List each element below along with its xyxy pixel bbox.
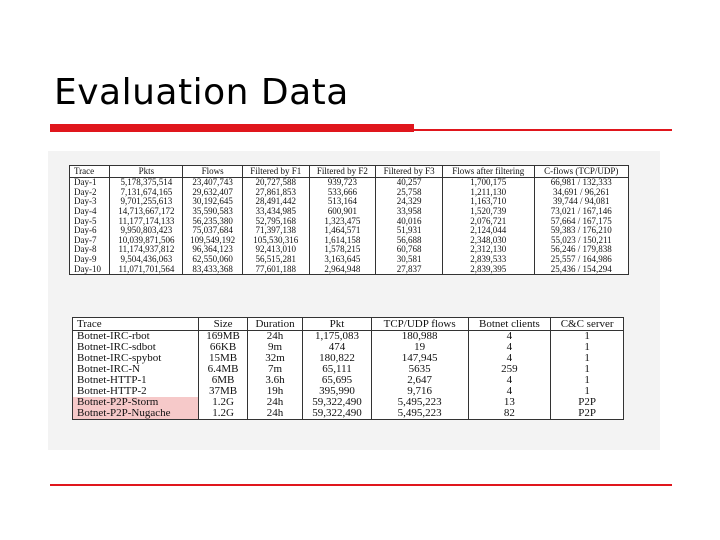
table-cell: 60,768: [376, 245, 443, 255]
column-header: Duration: [247, 318, 302, 331]
table-cell: 1,578,215: [309, 245, 376, 255]
table-cell: 92,413,010: [242, 245, 309, 255]
table-cell: Botnet-IRC-rbot: [73, 331, 199, 343]
table-cell: 5,495,223: [371, 397, 468, 408]
table-cell: 65,111: [303, 364, 371, 375]
table-cell: Botnet-IRC-sdbot: [73, 342, 199, 353]
table-cell: 30,581: [376, 255, 443, 265]
table-cell: 28,491,442: [242, 197, 309, 207]
table-cell: 4: [468, 375, 551, 386]
table-cell: 32m: [247, 353, 302, 364]
table-row: [70, 255, 629, 265]
table-cell: 1,175,083: [303, 331, 371, 343]
table-row: [73, 408, 624, 420]
table-cell: 2,124,044: [442, 226, 534, 236]
table-cell: 169MB: [199, 331, 248, 343]
daily-traces-table: [69, 165, 629, 275]
table-row: [70, 207, 629, 217]
table-cell: 24h: [247, 331, 302, 343]
table-cell: 4: [468, 353, 551, 364]
table-cell: 39,744 / 94,081: [534, 197, 628, 207]
table-cell: 4: [468, 342, 551, 353]
table-cell: Day-5: [70, 216, 110, 226]
table-cell: 147,945: [371, 353, 468, 364]
table-cell: 9,716: [371, 386, 468, 397]
table-cell: 51,931: [376, 226, 443, 236]
table-cell: 2,076,721: [442, 216, 534, 226]
column-header: C&C server: [551, 318, 624, 331]
column-header: TCP/UDP flows: [371, 318, 468, 331]
table-cell: 3.6h: [247, 375, 302, 386]
table-cell: Day-10: [70, 264, 110, 274]
table-cell: 7m: [247, 364, 302, 375]
table-cell: 15MB: [199, 353, 248, 364]
column-header: Pkt: [303, 318, 371, 331]
column-header: Trace: [70, 166, 110, 178]
table-cell: 59,322,490: [303, 397, 371, 408]
column-header: Flows after filtering: [442, 166, 534, 178]
botnet-traces-table: [72, 317, 624, 420]
table-cell: 27,837: [376, 264, 443, 274]
table-cell: 56,688: [376, 236, 443, 246]
table-cell: 23,407,743: [183, 178, 243, 188]
table-cell: 33,958: [376, 207, 443, 217]
table-cell: Day-8: [70, 245, 110, 255]
table-cell: 9m: [247, 342, 302, 353]
table-cell: 77,601,188: [242, 264, 309, 274]
table-cell: 24h: [247, 397, 302, 408]
title-underline-line: [414, 129, 672, 131]
table-cell: 11,174,937,812: [110, 245, 183, 255]
table-cell: P2P: [551, 408, 624, 420]
column-header: Size: [199, 318, 248, 331]
table-cell: 2,647: [371, 375, 468, 386]
table-cell: 75,037,684: [183, 226, 243, 236]
table-cell: 2,839,395: [442, 264, 534, 274]
table-cell: 56,235,380: [183, 216, 243, 226]
column-header: Pkts: [110, 166, 183, 178]
table-cell: 82: [468, 408, 551, 420]
table-cell: Botnet-P2P-Nugache: [73, 408, 199, 420]
table-cell: Day-1: [70, 178, 110, 188]
table-cell: 105,530,316: [242, 236, 309, 246]
table-cell: 1: [551, 353, 624, 364]
table-cell: 2,839,533: [442, 255, 534, 265]
table-cell: 1,323,475: [309, 216, 376, 226]
table-cell: 27,861,853: [242, 188, 309, 198]
table-cell: 30,192,645: [183, 197, 243, 207]
table-cell: Day-6: [70, 226, 110, 236]
table-cell: 10,039,871,506: [110, 236, 183, 246]
table-cell: 19h: [247, 386, 302, 397]
table-cell: Day-9: [70, 255, 110, 265]
table-cell: 33,434,985: [242, 207, 309, 217]
table-cell: 259: [468, 364, 551, 375]
table-cell: 11,071,701,564: [110, 264, 183, 274]
table-cell: 180,822: [303, 353, 371, 364]
table-cell: 6.4MB: [199, 364, 248, 375]
table-row: [70, 264, 629, 274]
table-cell: Day-4: [70, 207, 110, 217]
footer-rule: [50, 484, 672, 486]
table-cell: 25,758: [376, 188, 443, 198]
table-cell: 1,211,130: [442, 188, 534, 198]
table-cell: 5,495,223: [371, 408, 468, 420]
table-cell: 395,990: [303, 386, 371, 397]
table-cell: 14,713,667,172: [110, 207, 183, 217]
table-cell: Day-3: [70, 197, 110, 207]
table-cell: 1.2G: [199, 397, 248, 408]
table-cell: 96,364,123: [183, 245, 243, 255]
table-cell: 474: [303, 342, 371, 353]
table-header-row: [73, 318, 624, 331]
table-cell: 4: [468, 331, 551, 343]
table-cell: 25,557 / 164,986: [534, 255, 628, 265]
table-cell: 40,016: [376, 216, 443, 226]
table-cell: 3,163,645: [309, 255, 376, 265]
table-cell: 180,988: [371, 331, 468, 343]
table-cell: 2,312,130: [442, 245, 534, 255]
table-cell: 19: [371, 342, 468, 353]
table-cell: Day-2: [70, 188, 110, 198]
table-cell: 62,550,060: [183, 255, 243, 265]
table-cell: 1: [551, 364, 624, 375]
table-cell: 1,700,175: [442, 178, 534, 188]
table-cell: Day-7: [70, 236, 110, 246]
table-cell: 66KB: [199, 342, 248, 353]
table-header-row: [70, 166, 629, 178]
table-cell: 71,397,138: [242, 226, 309, 236]
table-cell: 29,632,407: [183, 188, 243, 198]
table-cell: Botnet-HTTP-2: [73, 386, 199, 397]
table-cell: Botnet-HTTP-1: [73, 375, 199, 386]
table-cell: Botnet-IRC-N: [73, 364, 199, 375]
table-cell: 83,433,368: [183, 264, 243, 274]
column-header: Filtered by F2: [309, 166, 376, 178]
table-cell: 1,614,158: [309, 236, 376, 246]
table-cell: 109,549,192: [183, 236, 243, 246]
table-cell: 40,257: [376, 178, 443, 188]
table-cell: 1.2G: [199, 408, 248, 420]
table-cell: 37MB: [199, 386, 248, 397]
table-cell: Botnet-IRC-spybot: [73, 353, 199, 364]
table-cell: 20,727,588: [242, 178, 309, 188]
table-cell: 1,520,739: [442, 207, 534, 217]
column-header: Filtered by F3: [376, 166, 443, 178]
table-cell: 24h: [247, 408, 302, 420]
table-cell: 1,464,571: [309, 226, 376, 236]
table-cell: 57,664 / 167,175: [534, 216, 628, 226]
table-cell: 56,246 / 179,838: [534, 245, 628, 255]
table-cell: 5,178,375,514: [110, 178, 183, 188]
table-cell: 56,515,281: [242, 255, 309, 265]
table-cell: 1,163,710: [442, 197, 534, 207]
column-header: Flows: [183, 166, 243, 178]
table-cell: 1: [551, 342, 624, 353]
table-cell: 4: [468, 386, 551, 397]
table-cell: 35,590,583: [183, 207, 243, 217]
table-cell: 6MB: [199, 375, 248, 386]
table-cell: 73,021 / 167,146: [534, 207, 628, 217]
table-cell: 9,950,803,423: [110, 226, 183, 236]
table-cell: 24,329: [376, 197, 443, 207]
table-cell: 513,164: [309, 197, 376, 207]
table-cell: 59,322,490: [303, 408, 371, 420]
table-cell: 13: [468, 397, 551, 408]
table-cell: 34,691 / 96,261: [534, 188, 628, 198]
column-header: Botnet clients: [468, 318, 551, 331]
column-header: Filtered by F1: [242, 166, 309, 178]
title-underline-bar: [50, 124, 414, 132]
table-cell: 2,964,948: [309, 264, 376, 274]
table-cell: 939,723: [309, 178, 376, 188]
table-cell: Botnet-P2P-Storm: [73, 397, 199, 408]
table-cell: 7,131,674,165: [110, 188, 183, 198]
table-cell: 600,901: [309, 207, 376, 217]
table-cell: 52,795,168: [242, 216, 309, 226]
slide-title: Evaluation Data: [54, 72, 349, 113]
column-header: C-flows (TCP/UDP): [534, 166, 628, 178]
table-cell: 9,701,255,613: [110, 197, 183, 207]
table-cell: 5635: [371, 364, 468, 375]
table-cell: 9,504,436,063: [110, 255, 183, 265]
table-cell: 1: [551, 386, 624, 397]
table-cell: 533,666: [309, 188, 376, 198]
table-cell: 1: [551, 375, 624, 386]
table-cell: 1: [551, 331, 624, 343]
table-cell: 55,023 / 150,211: [534, 236, 628, 246]
table-cell: P2P: [551, 397, 624, 408]
table-cell: 66,981 / 132,333: [534, 178, 628, 188]
table-cell: 25,436 / 154,294: [534, 264, 628, 274]
table-cell: 59,383 / 176,210: [534, 226, 628, 236]
column-header: Trace: [73, 318, 199, 331]
table-cell: 65,695: [303, 375, 371, 386]
table-cell: 11,177,174,133: [110, 216, 183, 226]
table-cell: 2,348,030: [442, 236, 534, 246]
